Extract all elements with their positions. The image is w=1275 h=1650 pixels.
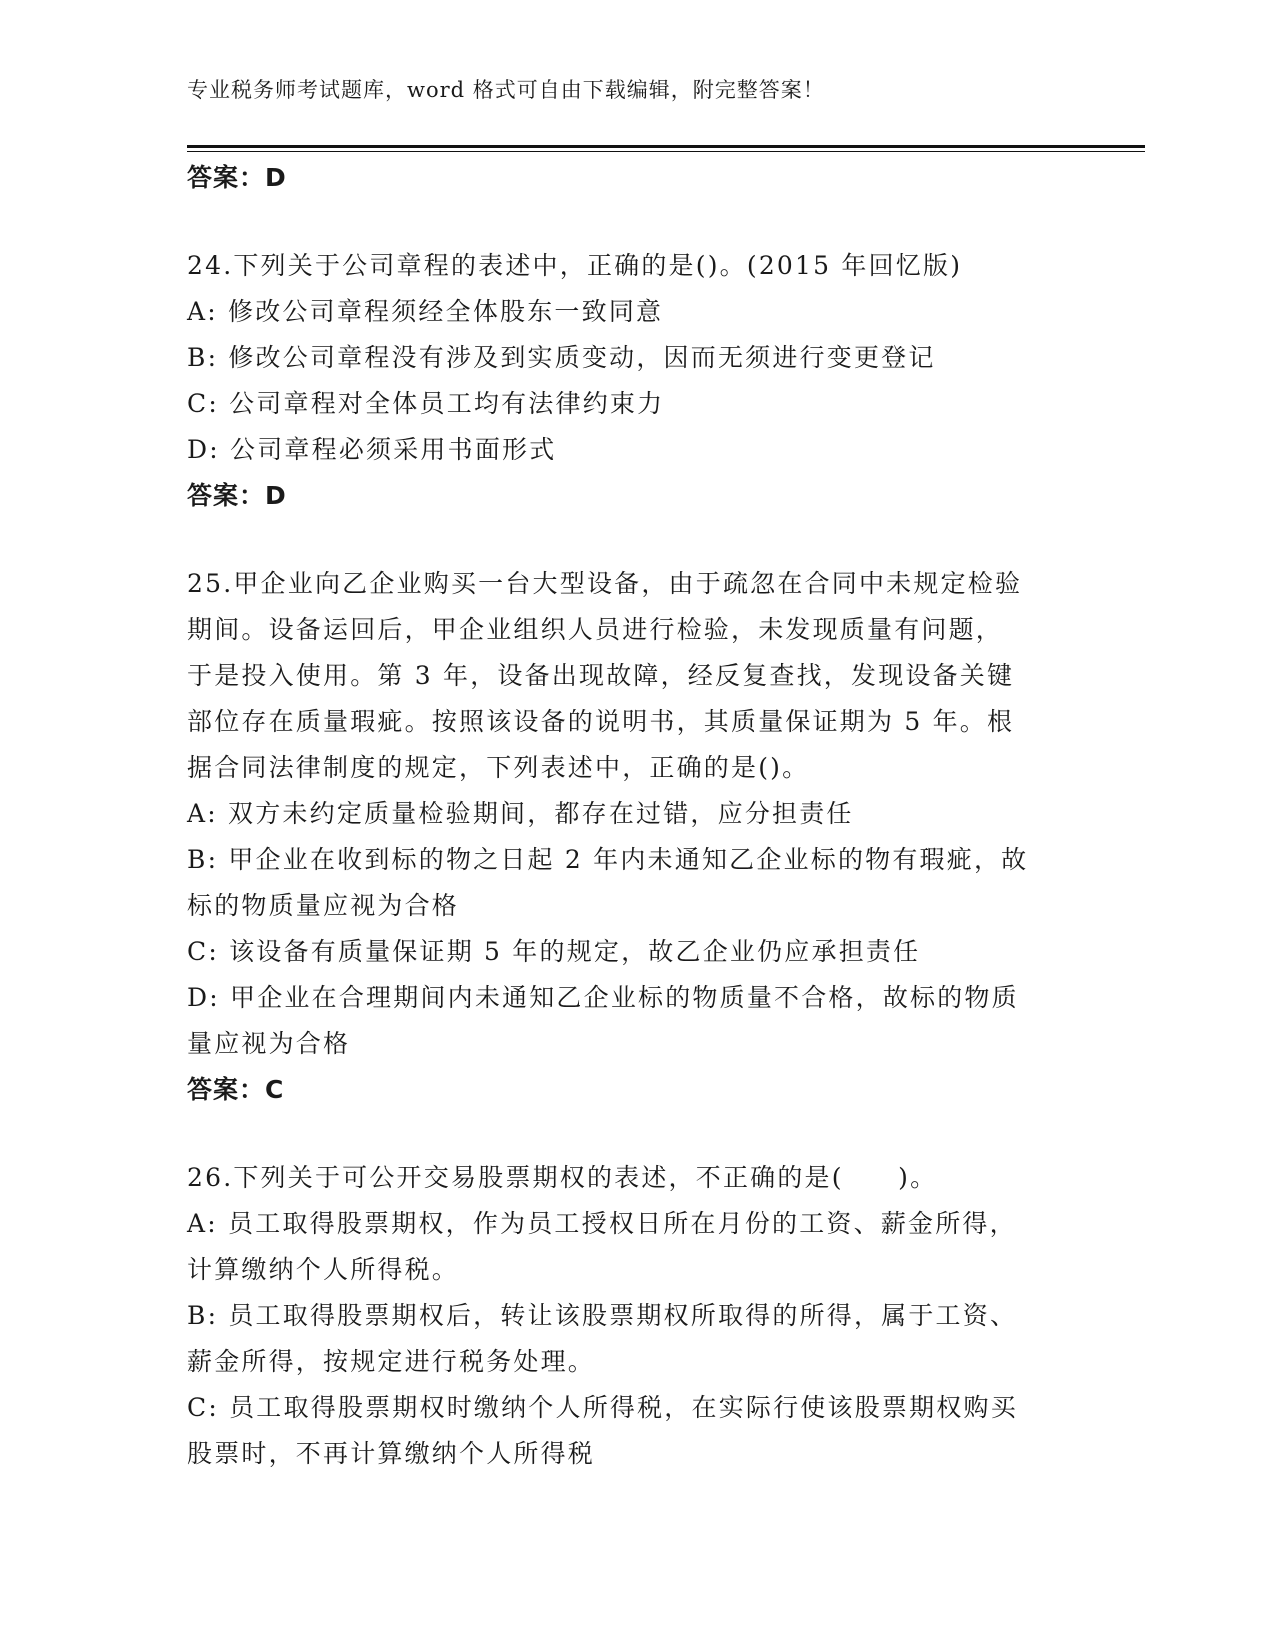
header-rule-thin — [187, 151, 1145, 152]
question-text: 24.下列关于公司章程的表述中，正确的是()。(2015 年回忆版) — [187, 251, 963, 280]
question-26 — [187, 1155, 1067, 1477]
option-b: B: 员工取得股票期权后，转让该股票期权所取得的所得，属于工资、 — [187, 1301, 1018, 1330]
question-text: 26.下列关于可公开交易股票期权的表述，不正确的是( )。 — [187, 1163, 938, 1192]
option-a: A: 员工取得股票期权，作为员工授权日所在月份的工资、薪金所得， — [187, 1209, 1017, 1238]
option-b: B: 甲企业在收到标的物之日起 2 年内未通知乙企业标的物有瑕疵，故 — [187, 845, 1029, 874]
question-text-line: 25.甲企业向乙企业购买一台大型设备，由于疏忽在合同中未规定检验 — [187, 569, 1023, 598]
option-c-continued: 股票时，不再计算缴纳个人所得税 — [187, 1439, 596, 1468]
spacer — [187, 519, 1067, 561]
question-text-line: 于是投入使用。第 3 年，设备出现故障，经反复查找，发现设备关键 — [187, 661, 1015, 690]
option-a: A: 双方未约定质量检验期间，都存在过错，应分担责任 — [187, 799, 854, 828]
option-b-continued: 薪金所得，按规定进行税务处理。 — [187, 1347, 596, 1376]
option-a: A: 修改公司章程须经全体股东一致同意 — [187, 297, 664, 326]
question-25 — [187, 561, 1067, 1113]
header-rule-thick — [187, 145, 1145, 148]
spacer — [187, 201, 1067, 243]
question-text-line: 据合同法律制度的规定，下列表述中，正确的是()。 — [187, 753, 810, 782]
option-d: D: 甲企业在合理期间内未通知乙企业标的物质量不合格，故标的物质 — [187, 983, 1019, 1012]
answer: 答案：D — [187, 481, 287, 510]
option-b-continued: 标的物质量应视为合格 — [187, 891, 460, 920]
question-text-line: 期间。设备运回后，甲企业组织人员进行检验，未发现质量有问题， — [187, 615, 1004, 644]
content-area — [187, 155, 1067, 1477]
question-24 — [187, 243, 1067, 519]
question-text-line: 部位存在质量瑕疵。按照该设备的说明书，其质量保证期为 5 年。根 — [187, 707, 1015, 736]
option-a-continued: 计算缴纳个人所得税。 — [187, 1255, 460, 1284]
spacer — [187, 1113, 1067, 1155]
option-d-continued: 量应视为合格 — [187, 1029, 351, 1058]
page-header: 专业税务师考试题库，word 格式可自由下载编辑，附完整答案！ — [187, 78, 825, 102]
option-b: B: 修改公司章程没有涉及到实质变动，因而无须进行变更登记 — [187, 343, 936, 372]
answer: 答案：C — [187, 1075, 285, 1104]
option-d: D: 公司章程必须采用书面形式 — [187, 435, 557, 464]
option-c: C: 该设备有质量保证期 5 年的规定，故乙企业仍应承担责任 — [187, 937, 921, 966]
option-c: C: 公司章程对全体员工均有法律约束力 — [187, 389, 665, 418]
previous-answer: 答案：D — [187, 163, 287, 192]
option-c: C: 员工取得股票期权时缴纳个人所得税，在实际行使该股票期权购买 — [187, 1393, 1018, 1422]
